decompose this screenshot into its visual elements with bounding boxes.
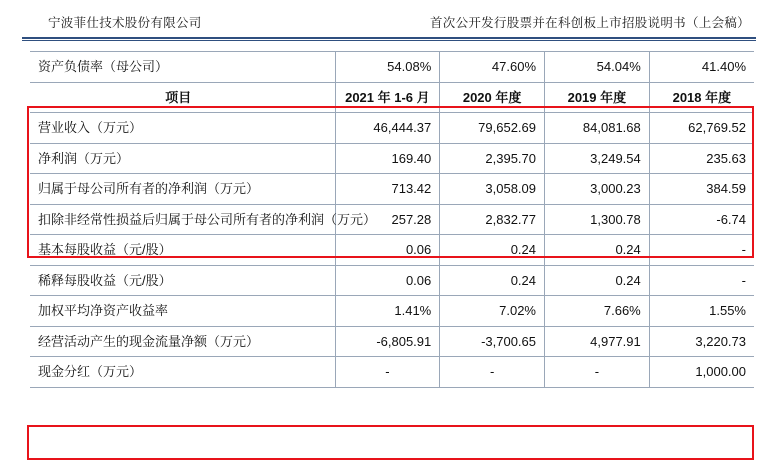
- row-value: 2,395.70: [440, 143, 545, 174]
- company-name: 宁波菲仕技术股份有限公司: [48, 16, 202, 30]
- header-divider: [22, 37, 756, 39]
- row-value: 1.55%: [649, 296, 754, 327]
- document-subtitle: 首次公开发行股票并在科创板上市招股说明书（上会稿）: [429, 16, 750, 30]
- row-value: 47.60%: [440, 52, 545, 83]
- table-row: [30, 326, 754, 357]
- table-row: [30, 143, 754, 174]
- table-row: [30, 52, 754, 83]
- row-label: 基本每股收益（元/股）: [30, 235, 335, 266]
- row-value: -3,700.65: [440, 326, 545, 357]
- document-header: [0, 0, 778, 37]
- row-value: 3,220.73: [649, 326, 754, 357]
- row-label: 净利润（万元）: [30, 143, 335, 174]
- row-value: 0.24: [440, 235, 545, 266]
- row-value: 0.24: [545, 265, 650, 296]
- row-value: 0.24: [545, 235, 650, 266]
- row-label: 现金分红（万元）: [30, 357, 335, 388]
- row-value: 62,769.52: [649, 113, 754, 144]
- table-row: [30, 174, 754, 205]
- table-row: [30, 204, 754, 235]
- row-label: 稀释每股收益（元/股）: [30, 265, 335, 296]
- row-value: 169.40: [335, 143, 440, 174]
- row-label: 归属于母公司所有者的净利润（万元）: [30, 174, 335, 205]
- row-value: 257.28: [335, 204, 440, 235]
- table-row: [30, 357, 754, 388]
- row-value: 0.06: [335, 265, 440, 296]
- highlight-box-cashflow-row: [27, 425, 754, 460]
- row-value: 0.06: [335, 235, 440, 266]
- row-value: 1.41%: [335, 296, 440, 327]
- row-value: 3,249.54: [545, 143, 650, 174]
- row-label: 扣除非经常性损益后归属于母公司所有者的净利润（万元）: [30, 204, 335, 235]
- row-value: -: [335, 357, 440, 388]
- table-row: [30, 235, 754, 266]
- row-value: 0.24: [440, 265, 545, 296]
- row-value: -: [440, 357, 545, 388]
- column-header: 项目: [30, 82, 335, 113]
- column-header: 2018 年度: [649, 82, 754, 113]
- row-value: 7.02%: [440, 296, 545, 327]
- row-value: 54.08%: [335, 52, 440, 83]
- row-value: -: [545, 357, 650, 388]
- row-value: -: [649, 265, 754, 296]
- row-value: -6,805.91: [335, 326, 440, 357]
- row-label: 资产负债率（母公司）: [30, 52, 335, 83]
- row-label: 加权平均净资产收益率: [30, 296, 335, 327]
- row-value: 1,000.00: [649, 357, 754, 388]
- row-value: 3,000.23: [545, 174, 650, 205]
- table-header-row: [30, 82, 754, 113]
- column-header: 2021 年 1-6 月: [335, 82, 440, 113]
- row-value: 713.42: [335, 174, 440, 205]
- row-value: -: [649, 235, 754, 266]
- table-row: [30, 296, 754, 327]
- table-row: [30, 265, 754, 296]
- row-value: 1,300.78: [545, 204, 650, 235]
- row-label: 经营活动产生的现金流量净额（万元）: [30, 326, 335, 357]
- row-value: 46,444.37: [335, 113, 440, 144]
- row-value: 7.66%: [545, 296, 650, 327]
- row-value: 79,652.69: [440, 113, 545, 144]
- row-value: 41.40%: [649, 52, 754, 83]
- row-label: 营业收入（万元）: [30, 113, 335, 144]
- row-value: 54.04%: [545, 52, 650, 83]
- financial-table: [30, 51, 754, 388]
- row-value: 2,832.77: [440, 204, 545, 235]
- table-row: [30, 113, 754, 144]
- row-value: 384.59: [649, 174, 754, 205]
- row-value: 235.63: [649, 143, 754, 174]
- row-value: -6.74: [649, 204, 754, 235]
- header-divider-thin: [22, 40, 756, 41]
- column-header: 2019 年度: [545, 82, 650, 113]
- financial-table-wrapper: [30, 51, 754, 388]
- row-value: 4,977.91: [545, 326, 650, 357]
- row-value: 3,058.09: [440, 174, 545, 205]
- column-header: 2020 年度: [440, 82, 545, 113]
- row-value: 84,081.68: [545, 113, 650, 144]
